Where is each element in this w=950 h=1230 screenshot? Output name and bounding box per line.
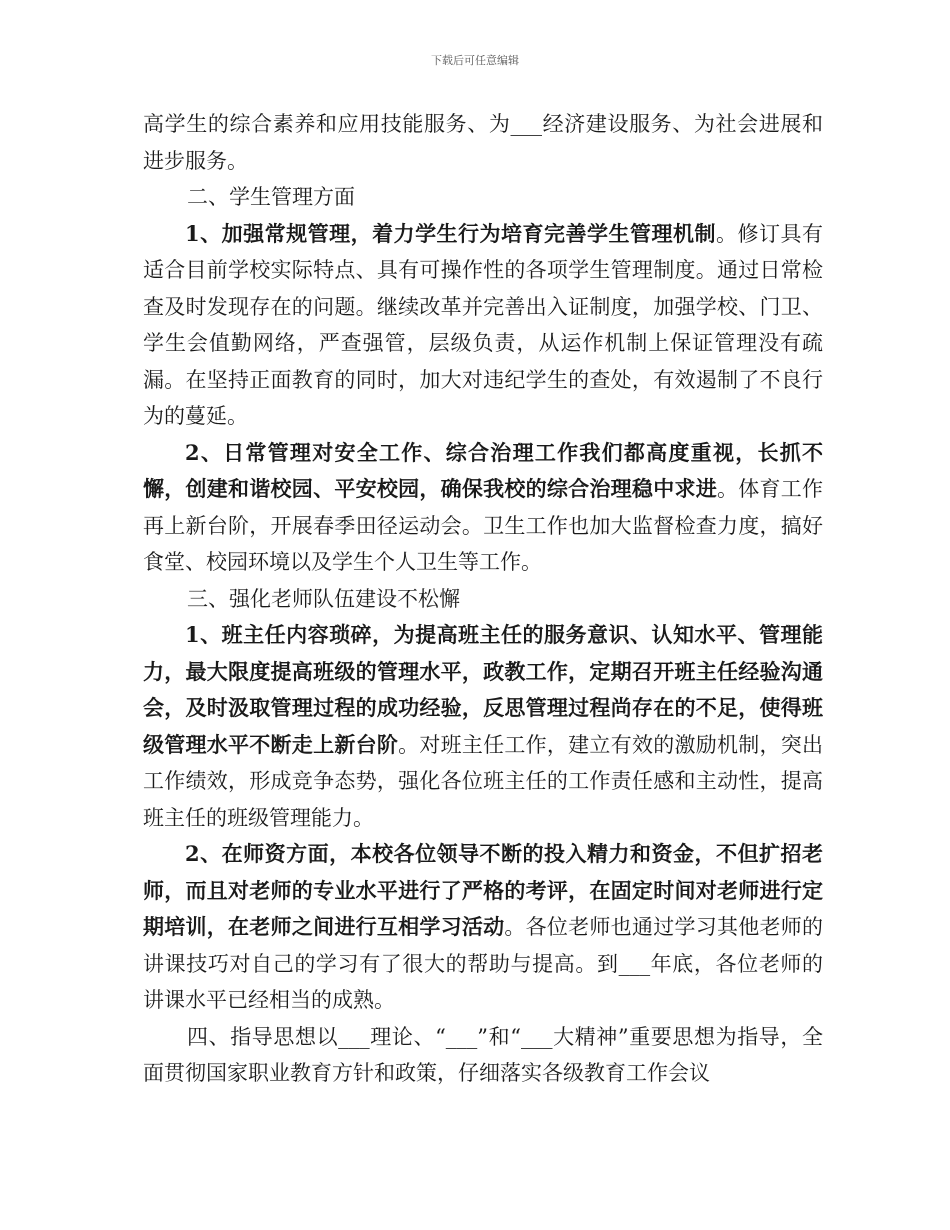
paragraph-body: 。对班主任工作，建立有效的激励机制，突出工作绩效，形成竞争态势，强化各位班主任的工作责任感和主动性，提高班主任的班级管理能力。 (143, 732, 824, 830)
paragraph-lead-bold: 2、在师资方面，本校各位领导不断的投入精力和资金，不但扩招老师，而且对老师的专业水平进行了严格的考评，在固定时间对老师进行定期培训，在老师之间进行互相学习活动 (143, 841, 823, 939)
section-heading-guiding-ideology: 四、指导思想以___理论、“___”和“___大精神”重要思想为指导，全面贯彻国家职业教育方针和政策，仔细落实各级教育工作会议 (143, 1024, 823, 1085)
paragraph-routine-management (143, 216, 823, 435)
page-header: 下载后可任意编辑 (431, 54, 519, 67)
paragraph-lead-bold: 1、加强常规管理，着力学生行为培育完善学生管理机制 (185, 220, 717, 246)
paragraph-body: 。修订具有适合目前学校实际特点、具有可操作性的各项学生管理制度。通过日常检查及时发现存在的问题。继续改革并完善出入证制度，加强学校、门卫、学生会值勤网络，严查强管，层级负责，从运作机制上保证管理没有疏漏。在坚持正面教育的同时，加大对违纪学生的查处，有效遏制了不良行为的蔓延。 (143, 221, 823, 428)
paragraph-faculty (143, 836, 823, 1019)
paragraph-body: 。各位老师也通过学习其他老师的讲课技巧对自己的学习有了很大的帮助与提高。到___年底，各位老师的讲课水平已经相当的成熟。 (143, 915, 824, 1012)
paragraph-lead-bold: 1、班主任内容琐碎，为提高班主任的服务意识、认知水平、管理能力，最大限度提高班级的管理水平，政教工作，定期召开班主任经验沟通会，及时汲取管理过程的成功经验，反思管理过程尚存在的不足，使得班级管理水平不断走上新台阶 (143, 622, 823, 757)
paragraph-daily-management (143, 435, 823, 581)
paragraph-body: 。体育工作再上新台阶，开展春季田径运动会。卫生工作也加大监督检查力度，搞好食堂、校园环境以及学生个人卫生等工作。 (143, 477, 824, 574)
paragraph-continuation: 高学生的综合素养和应用技能服务、为___经济建设服务、为社会进展和进步服务。 (143, 112, 823, 173)
document-body (143, 106, 823, 1092)
paragraph-class-teacher (143, 617, 823, 836)
section-heading-teacher-team: 三、强化老师队伍建设不松懈 (187, 586, 460, 611)
section-heading-student-management: 二、学生管理方面 (187, 185, 355, 209)
paragraph-lead-bold: 2、日常管理对安全工作、综合治理工作我们都高度重视，长抓不懈，创建和谐校园、平安校园，确保我校的综合治理稳中求进 (143, 439, 823, 501)
